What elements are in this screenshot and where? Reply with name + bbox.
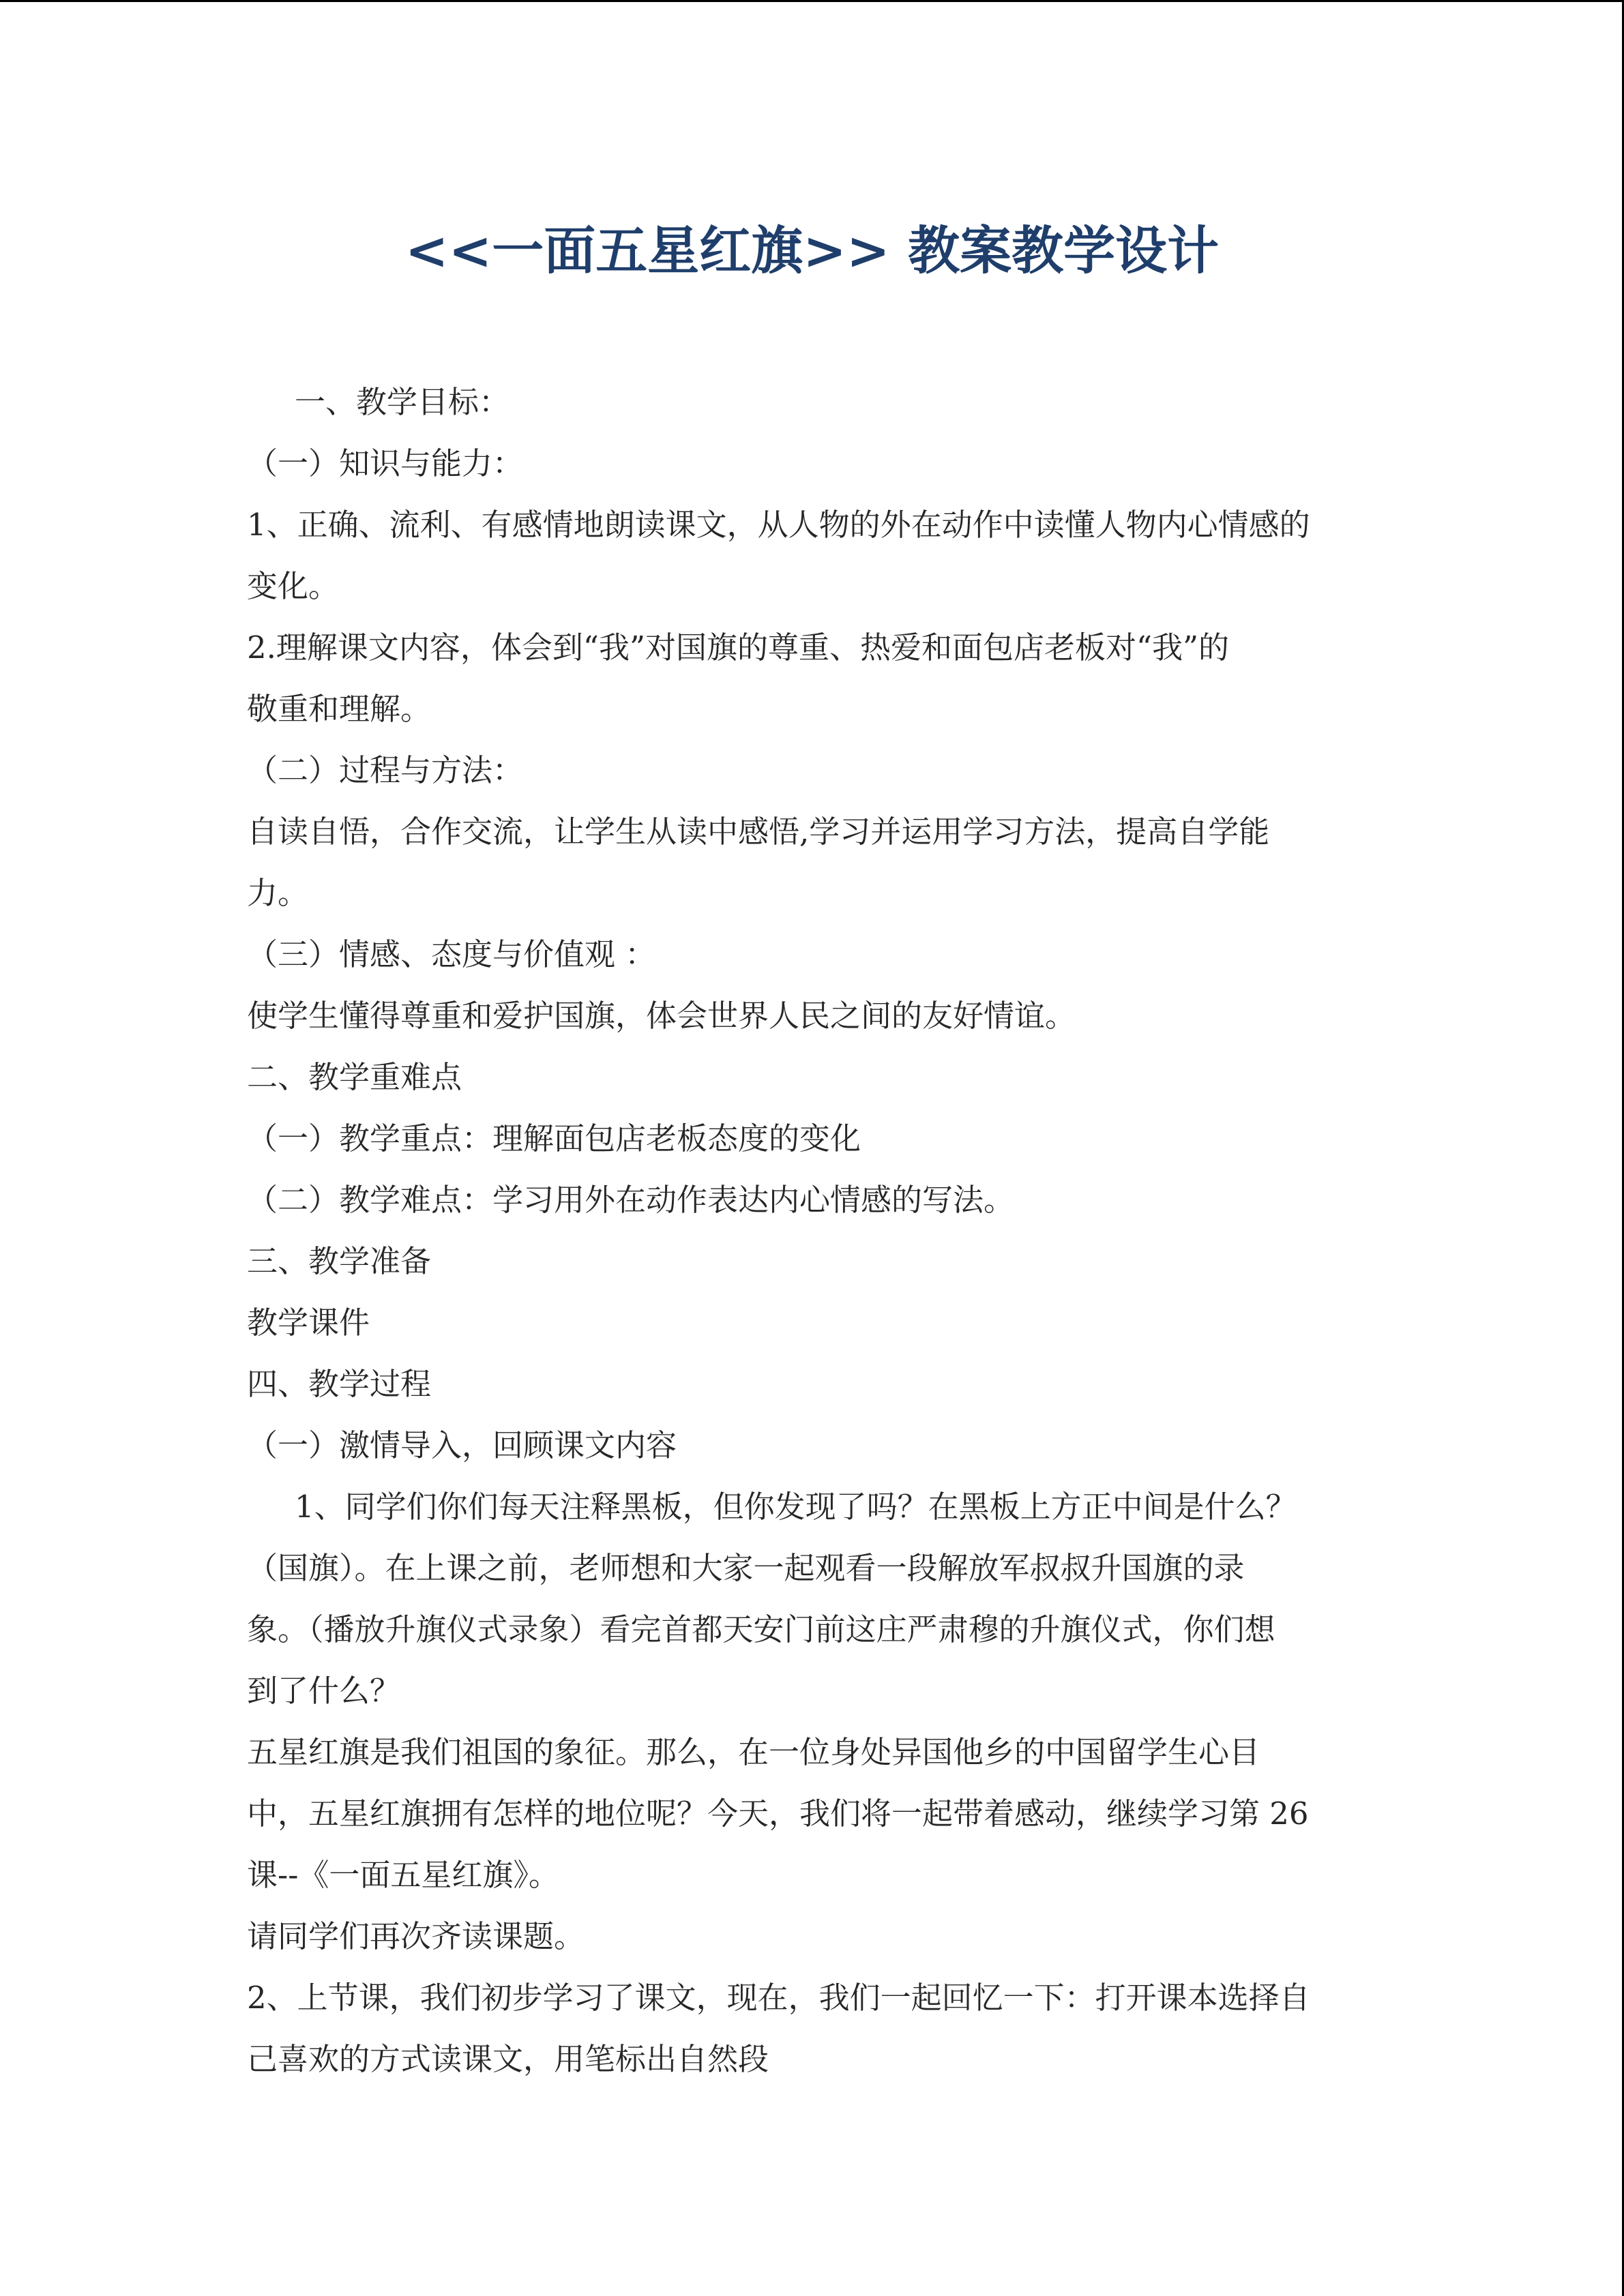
subheading-introduction: （一）激情导入，回顾课文内容 (247, 1427, 677, 1463)
paragraph-line: 课--《一面五星红旗》。 (247, 1857, 559, 1893)
subheading-values: （三）情感、态度与价值观 ： (247, 936, 656, 972)
paragraph-line: 请同学们再次齐读课题。 (247, 1918, 585, 1954)
page-border-top (0, 0, 1624, 2)
section-heading-preparation: 三、教学准备 (247, 1243, 432, 1279)
section-heading-objectives: 一、教学目标： (295, 384, 510, 420)
paragraph-line: 象。（播放升旗仪式录象）看完首都天安门前这庄严肃穆的升旗仪式，你们想 (247, 1611, 1275, 1648)
paragraph-line: 中，五星红旗拥有怎样的地位呢？今天，我们将一起带着感动，继续学习第 26 (247, 1795, 1309, 1832)
paragraph-line: 力。 (247, 875, 309, 911)
paragraph-line: 敬重和理解。 (247, 691, 432, 727)
subheading-knowledge: （一）知识与能力： (247, 445, 524, 481)
paragraph-line: （一）教学重点：理解面包店老板态度的变化 (247, 1120, 861, 1157)
paragraph-line: （二）教学难点：学习用外在动作表达内心情感的写法。 (247, 1182, 1015, 1218)
paragraph-line: 自读自悟，合作交流，让学生从读中感悟,学习并运用学习方法，提高自学能 (247, 814, 1270, 850)
document-title: <<一面五星红旗>> 教案教学设计 (404, 220, 1220, 281)
paragraph-line: 己喜欢的方式读课文，用笔标出自然段 (247, 2041, 769, 2077)
section-heading-key-points: 二、教学重难点 (247, 1059, 462, 1095)
paragraph-line: 1、正确、流利、有感情地朗读课文，从人物的外在动作中读懂人物内心情感的 (247, 507, 1310, 543)
paragraph-line: 使学生懂得尊重和爱护国旗，体会世界人民之间的友好情谊。 (247, 998, 1076, 1034)
paragraph-line: 教学课件 (247, 1304, 370, 1341)
section-heading-process: 四、教学过程 (247, 1366, 432, 1402)
paragraph-line: 变化。 (247, 568, 340, 604)
paragraph-line: 到了什么？ (247, 1673, 401, 1709)
paragraph-line: 1、同学们你们每天注释黑板，但你发现了吗？在黑板上方正中间是什么？ (295, 1489, 1297, 1525)
subheading-process: （二）过程与方法： (247, 752, 524, 788)
paragraph-line: 2、上节课，我们初步学习了课文，现在，我们一起回忆一下：打开课本选择自 (247, 1980, 1310, 2016)
paragraph-line: 2.理解课文内容，体会到“我”对国旗的尊重、热爱和面包店老板对“我”的 (247, 629, 1229, 666)
paragraph-line: 五星红旗是我们祖国的象征。那么，在一位身处异国他乡的中国留学生心目 (247, 1734, 1260, 1770)
document-body (247, 372, 1393, 2090)
paragraph-line: （国旗）。在上课之前，老师想和大家一起观看一段解放军叔叔升国旗的录 (247, 1550, 1245, 1586)
